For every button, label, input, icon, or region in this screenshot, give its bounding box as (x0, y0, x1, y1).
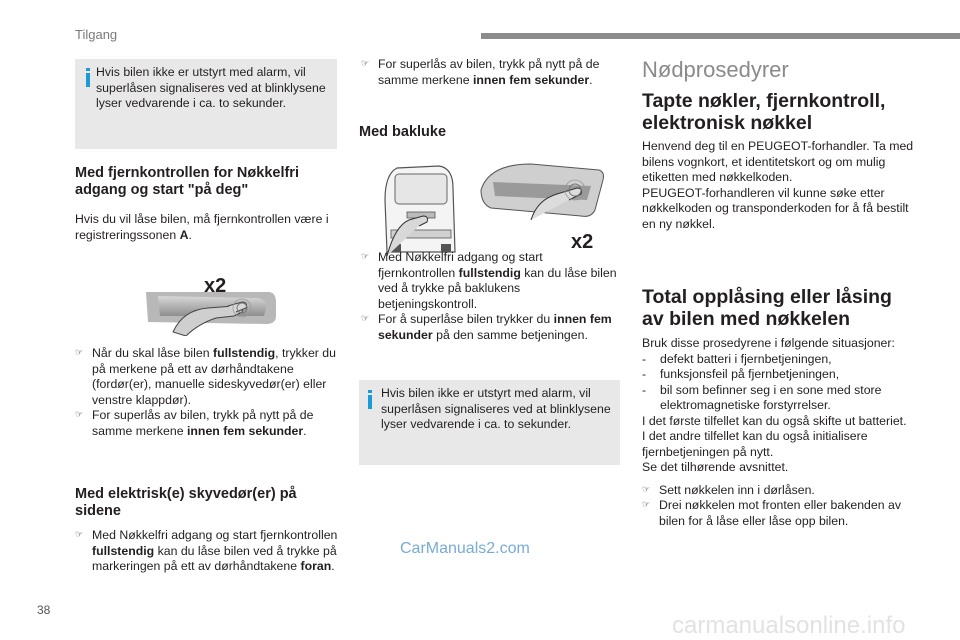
pointer-icon: ☞ (75, 410, 84, 420)
heading-remote-keyless: Med fjernkontrollen for Nøkkelfri adgang og start "på deg" (75, 165, 299, 198)
pointer-icon: ☞ (642, 484, 651, 495)
tailgate-illustration (381, 160, 605, 256)
pointer-icon: ☞ (642, 500, 651, 510)
list-item: ☞ Med Nøkkelfri adgang og start fjernkontrollen fullstendig kan du låse bilen ved å trykke på baklukens betjeningskontroll. (361, 250, 617, 311)
info-i-icon (86, 68, 90, 71)
pointer-icon: ☞ (75, 348, 84, 358)
section-label: Tilgang (75, 27, 118, 42)
page-number: 38 (37, 603, 51, 617)
heading-manual-locking: Total opplåsing eller låsing av bilen med nøkkelen (642, 286, 892, 330)
list-item: ☞ Drei nøkkelen mot fronten eller bakenden av bilen for å låse eller låse opp bilen. (642, 498, 901, 528)
watermark-carmanuals: CarManuals2.com (400, 540, 530, 557)
heading-lost-keys: Tapte nøkler, fjernkontroll, elektronisk nøkkel (642, 90, 886, 134)
watermark-site: carmanualsonline.info (672, 612, 906, 639)
info-note-col2 (359, 380, 620, 465)
pointer-icon: ☞ (361, 252, 370, 262)
heading-sliding-doors: Med elektrisk(e) skyvedør(er) på sidene (75, 486, 297, 519)
pointer-icon: ☞ (361, 59, 370, 69)
info-i-icon-stem (86, 73, 90, 87)
info-i-icon-stem (368, 395, 372, 409)
list-item: ☞ For superlås av bilen, trykk på nytt på de samme merkene innen fem sekunder. (361, 57, 600, 87)
info-note-col1 (75, 59, 337, 149)
note-text: Hvis bilen ikke er utstyrt med alarm, vil superlåsen signaliseres ved at blinklysene lyser vedvarende i ca. to sekunder. (96, 65, 326, 110)
bullet-list-col2 (361, 250, 621, 343)
intro-paragraph: Hvis du vil låse bilen, må fjernkontrollen være i registreringssonen A. (75, 212, 329, 242)
header-rule (481, 33, 960, 39)
list-item: - defekt batteri i fjernbetjeningen, (642, 351, 832, 366)
pointer-icon: ☞ (361, 314, 370, 324)
note-text: Hvis bilen ikke er utstyrt med alarm, vil superlåsen signaliseres ved at blinklysene lyser vedvarende i ca. to sekunder. (381, 386, 611, 431)
x2-label: x2 (204, 275, 227, 297)
paragraph-lost-keys: Henvend deg til en PEUGEOT-forhandler. Ta med bilens vognkort, et identitetskort og om mulig etiketten med nøkkelkoden. PEUGEOT-forhandleren vil kunne søke etter nøkkelkoden og transponderkoden for å få bestilt en ny nøkkel. (642, 139, 914, 231)
heading-tailgate: Med bakluke (359, 124, 447, 140)
list-item: ☞ For superlås av bilen, trykk på nytt på de samme merkene innen fem sekunder. (75, 408, 314, 438)
list-item: ☞ Sett nøkkelen inn i dørlåsen. (642, 482, 815, 497)
x2-label: x2 (571, 231, 594, 253)
list-item: ☞ Med Nøkkelfri adgang og start fjernkontrollen fullstendig kan du låse bilen ved å trykke på markeringen på ett av dørhåndtakene foran. (75, 528, 338, 573)
list-item: - bil som befinner seg i en sone med store elektromagnetiske forstyrrelser. (642, 382, 882, 412)
page-title: Nødprosedyrer (642, 57, 789, 82)
info-i-icon (368, 390, 372, 393)
bullet-list-col2-top (361, 57, 621, 88)
manual-locking-body: Bruk disse prosedyrene i følgende situasjoner: - defekt batteri i fjernbetjeningen, - funksjonsfeil på fjernbetjeningen, - bil som befinner seg i en sone med store elektromagnetiske forstyrrelser. I det første tilfellet kan du også skifte ut batteriet. I det andre tilfellet kan du også initialisere fjernbetjeningen på nytt. Se det tilhørende avsnittet. ☞ Sett nøkkelen inn i dørlåsen. ☞ Drei nøkkelen mot fronten eller bakenden av bilen for å låse eller låse opp bilen. (642, 336, 914, 529)
pointer-icon: ☞ (75, 530, 84, 540)
list-item: - funksjonsfeil på fjernbetjeningen, (642, 367, 840, 381)
bullet-list-col1-b (75, 528, 340, 575)
bullet-list-col1 (75, 346, 340, 439)
door-handle-illustration (138, 272, 280, 336)
list-item: ☞ Når du skal låse bilen fullstendig, trykker du på merkene på ett av dørhåndtakene (fordør(er), manuelle sideskyvedør(er) eller venstre klappdør). (75, 346, 336, 407)
list-item: ☞ For å superlåse bilen trykker du innen fem sekunder på den samme betjeningen. (361, 312, 612, 342)
